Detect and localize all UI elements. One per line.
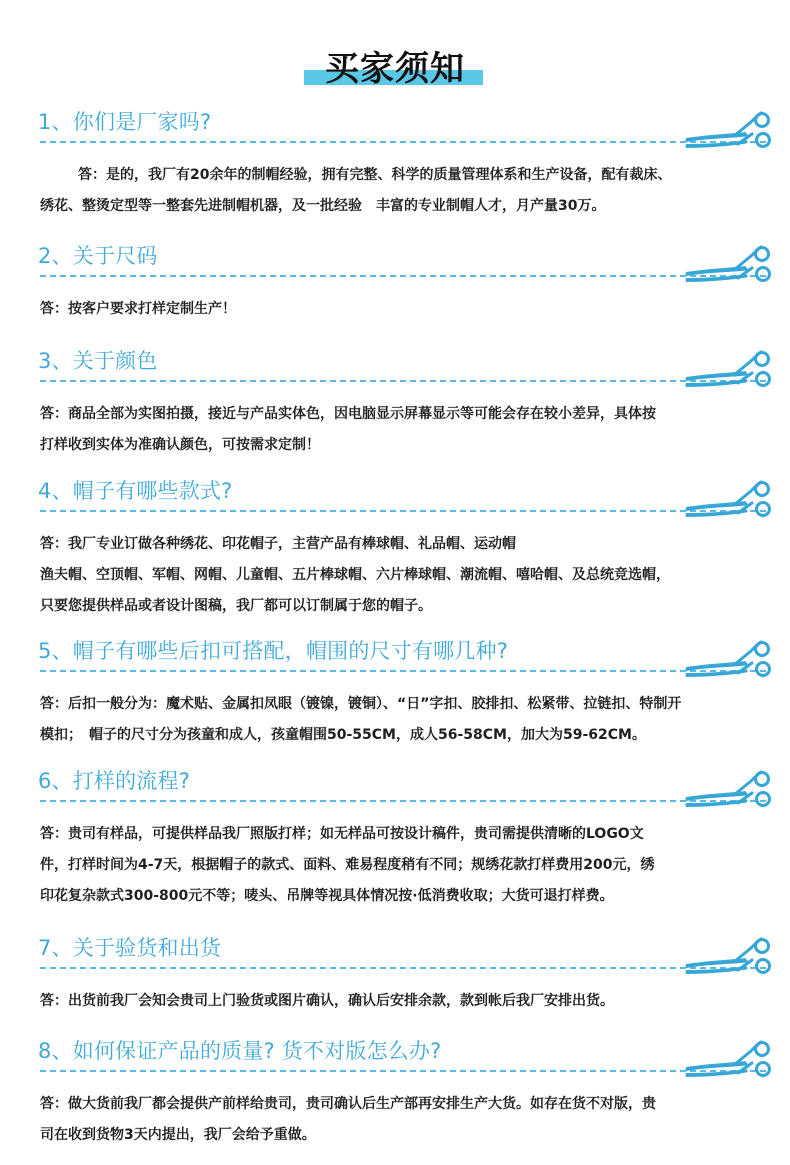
answer-line: 答：按客户要求打样定制生产！ — [40, 301, 236, 317]
scissors-icon — [684, 770, 772, 812]
answer-line: 印花复杂款式300-800元不等；唛头、吊牌等视具体情况按·低消费收取；大货可退打样费。 — [40, 888, 614, 904]
section-header — [0, 345, 790, 385]
section-answer — [0, 160, 790, 222]
faq-section — [0, 106, 790, 222]
faq-section — [0, 345, 790, 461]
section-header — [0, 106, 790, 146]
section-title: 2、关于尺码 — [38, 244, 158, 268]
answer-line: 答：是的，我厂有20余年的制帽经验，拥有完整、科学的质量管理体系和生产设备，配有裁床、 — [78, 167, 672, 183]
section-title: 3、关于颜色 — [38, 349, 158, 373]
faq-section — [0, 475, 790, 622]
dashed-divider — [40, 800, 766, 802]
section-title: 7、关于验货和出货 — [38, 936, 222, 960]
scissors-icon — [684, 640, 772, 682]
scissors-icon — [684, 480, 772, 522]
faq-section — [0, 932, 790, 1017]
dashed-divider — [40, 670, 766, 672]
scissors-icon — [684, 1040, 772, 1082]
section-answer — [0, 1089, 790, 1151]
section-title: 5、帽子有哪些后扣可搭配，帽围的尺寸有哪几种? — [38, 639, 509, 663]
answer-line: 模扣； 帽子的尺寸分为孩童和成人，孩童帽围50-55CM，成人56-58CM，加大为59-62CM。 — [40, 727, 646, 743]
answer-line: 渔夫帽、空顶帽、军帽、网帽、儿童帽、五片棒球帽、六片棒球帽、潮流帽、嘻哈帽、及总统竞选帽， — [40, 567, 670, 583]
answer-line: 答：我厂专业订做各种绣花、印花帽子，主营产品有棒球帽、礼品帽、运动帽 — [40, 536, 516, 552]
answer-line: 件，打样时间为4-7天，根据帽子的款式、面料、难易程度稍有不同；规绣花款打样费用200元，绣 — [40, 857, 655, 873]
dashed-divider — [40, 1070, 766, 1072]
section-title: 4、帽子有哪些款式? — [38, 479, 233, 503]
section-header — [0, 475, 790, 515]
faq-section — [0, 765, 790, 912]
answer-line: 答：商品全部为实图拍摄，接近与产品实体色，因电脑显示屏幕显示等可能会存在较小差异，具体按 — [40, 406, 656, 422]
answer-line: 答：出货前我厂会知会贵司上门验货或图片确认，确认后安排余款，款到帐后我厂安排出货。 — [40, 993, 614, 1009]
faq-section — [0, 635, 790, 751]
answer-line: 答：贵司有样品，可提供样品我厂照版打样；如无样品可按设计稿件，贵司需提供清晰的LOGO文 — [40, 826, 644, 842]
section-header — [0, 635, 790, 675]
answer-line: 绣花、整烫定型等一整套先进制帽机器，及一批经验 丰富的专业制帽人才，月产量30万。 — [40, 198, 606, 214]
answer-line: 打样收到实体为准确认颜色，可按需求定制！ — [40, 437, 320, 453]
section-answer — [0, 399, 790, 461]
section-answer — [0, 819, 790, 912]
section-title: 1、你们是厂家吗? — [38, 110, 212, 134]
section-answer — [0, 294, 790, 325]
section-header — [0, 1035, 790, 1075]
section-answer — [0, 689, 790, 751]
section-header — [0, 240, 790, 280]
page-title: 买家须知 — [325, 49, 465, 89]
scissors-icon — [684, 350, 772, 392]
section-title: 6、打样的流程? — [38, 769, 191, 793]
answer-line: 只要您提供样品或者设计图稿，我厂都可以订制属于您的帽子。 — [40, 598, 432, 614]
faq-section — [0, 240, 790, 325]
dashed-divider — [40, 275, 766, 277]
scissors-icon — [684, 937, 772, 979]
dashed-divider — [40, 380, 766, 382]
scissors-icon — [684, 245, 772, 287]
scissors-icon — [684, 111, 772, 153]
answer-line: 答：做大货前我厂都会提供产前样给贵司，贵司确认后生产部再安排生产大货。如存在货不对版，贵 — [40, 1096, 656, 1112]
section-answer — [0, 986, 790, 1017]
dashed-divider — [40, 510, 766, 512]
answer-line: 司在收到货物3天内提出，我厂会给予重做。 — [40, 1127, 316, 1143]
faq-section — [0, 1035, 790, 1151]
dashed-divider — [40, 141, 766, 143]
section-header — [0, 765, 790, 805]
dashed-divider — [40, 967, 766, 969]
section-header — [0, 932, 790, 972]
section-answer — [0, 529, 790, 622]
section-title: 8、如何保证产品的质量? 货不对版怎么办? — [38, 1039, 442, 1063]
page-title-wrap — [0, 42, 790, 102]
answer-line: 答：后扣一般分为：魔术贴、金属扣凤眼（镀镍，镀铜）、“日”字扣、胶排扣、松紧带、拉链扣、特制开 — [40, 696, 682, 712]
